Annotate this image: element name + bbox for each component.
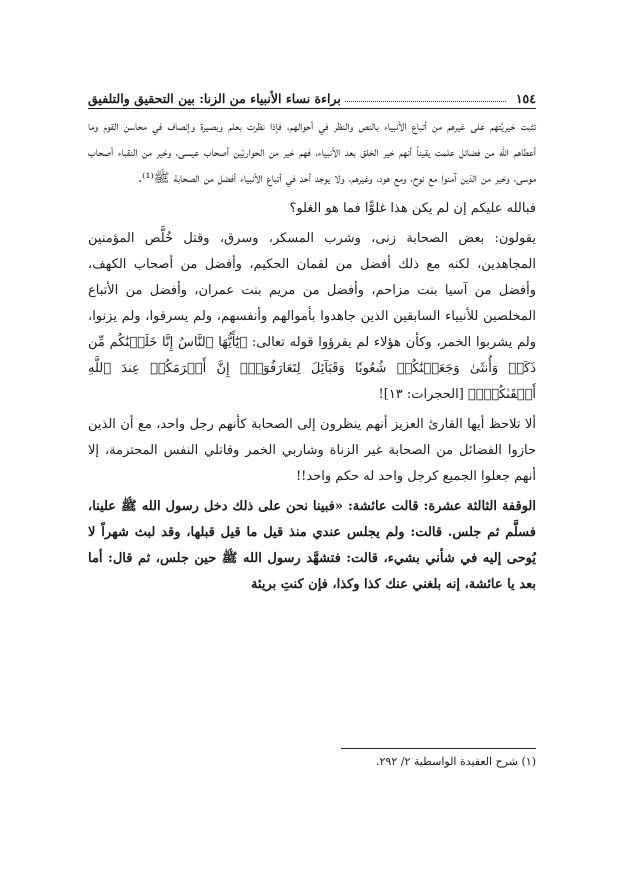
header-rule (88, 108, 536, 109)
footnote-separator (341, 748, 536, 749)
paragraph-2: فبالله عليكم إن لم يكن هذا غلوًّا فما هو الغلو؟ (289, 201, 536, 216)
running-header (88, 84, 536, 106)
paragraph-1: تثبت خيريَّتهم على غيرهم من أتباع الأنبياء بالنص والنظر في أحوالهم، فإذا نظرت بعلم وبصيرة وإنصاف في محاسن القوم وما أعطاهم الله من فضائل علمت يقيناً أنهم خير الخلق بعد الأنبياء، فهم خير من الحواريّين أصحاب عيسى، وخير من النقباء أصحاب موسى، وخير من الذين آمنوا مع نوح، ومع هود، وغيرهم، ولا يوجد أحد في أتباع الأنبياء أفضل من الصحابة ﷺ⁽¹⁾. (88, 119, 536, 186)
paragraph-3: يقولون: بعض الصحابة زنى، وشرب المسكر، وسرق، وقتل خُلَّص المؤمنين المجاهدين، لكنه مع ذلك أفضل من لقمان الحكيم، وأفضل من أصحاب الكهف، وأفضل من آسيا بنت مزاحم، وأفضل من مريم بنت عمران، وأفضل من الأتباع المخلصين للأنبياء السابقين الذين جاهدوا بأموالهم وأنفسهم، ولم يسرقوا، ولم يزنوا، ولم يشربوا الخمر، وكأن هؤلاء لم يقرؤوا قوله تعالى: ﴿يَٰٓأَيُّهَا ٱلنَّاسُ إِنَّا خَلَقۡنَٰكُم مِّن ذَكَرٖ وَأُنثَىٰ وَجَعَلۡنَٰكُمۡ شُعُوبٗا وَقَبَآئِلَ لِتَعَارَفُوٓاْۚ إِنَّ أَكۡرَمَكُمۡ عِندَ ٱللَّهِ أَتۡقَىٰكُمۡۚ﴾ [الحجرات: ١٣]! (88, 231, 536, 402)
paragraph-4: ألا تلاحظ أيها القارئ العزيز أنهم ينظرون إلى الصحابة كأنهم رجل واحد، مع أن الذين حازوا الفضائل من الصحابة غير الزناة وشاربي الخمر وقاتلي النفس المحترمة، إلا أنهم جعلوا الجميع كرجل واحد له حكم واحد!! (88, 417, 536, 484)
body-text (88, 114, 536, 598)
page-number: ١٥٤ (515, 91, 536, 106)
paragraph-5-bold: الوقفة الثالثة عشرة: قالت عائشة: «فبينا نحن على ذلك دخل رسول الله ﷺ علينا، فسلَّم ثم جلس. قالت: ولم يجلس عندي منذ قيل ما قيل قبلها، وقد لبث شهراً لا يُوحى إليه في شأني بشيء، قالت: فتشهَّد رسول الله ﷺ حين جلس، ثم قال: أما بعد يا عائشة، إنه بلغني عنك كذا وكذا، فإن كنتِ بريئة (88, 499, 536, 592)
running-title: براءة نساء الأنبياء من الزنا: بين التحقيق والتلفيق (88, 91, 341, 106)
footnote: (١) شرح العقيدة الواسطية ٢/ ٢٩٢. (376, 755, 536, 768)
header-leader-dots (345, 101, 506, 102)
